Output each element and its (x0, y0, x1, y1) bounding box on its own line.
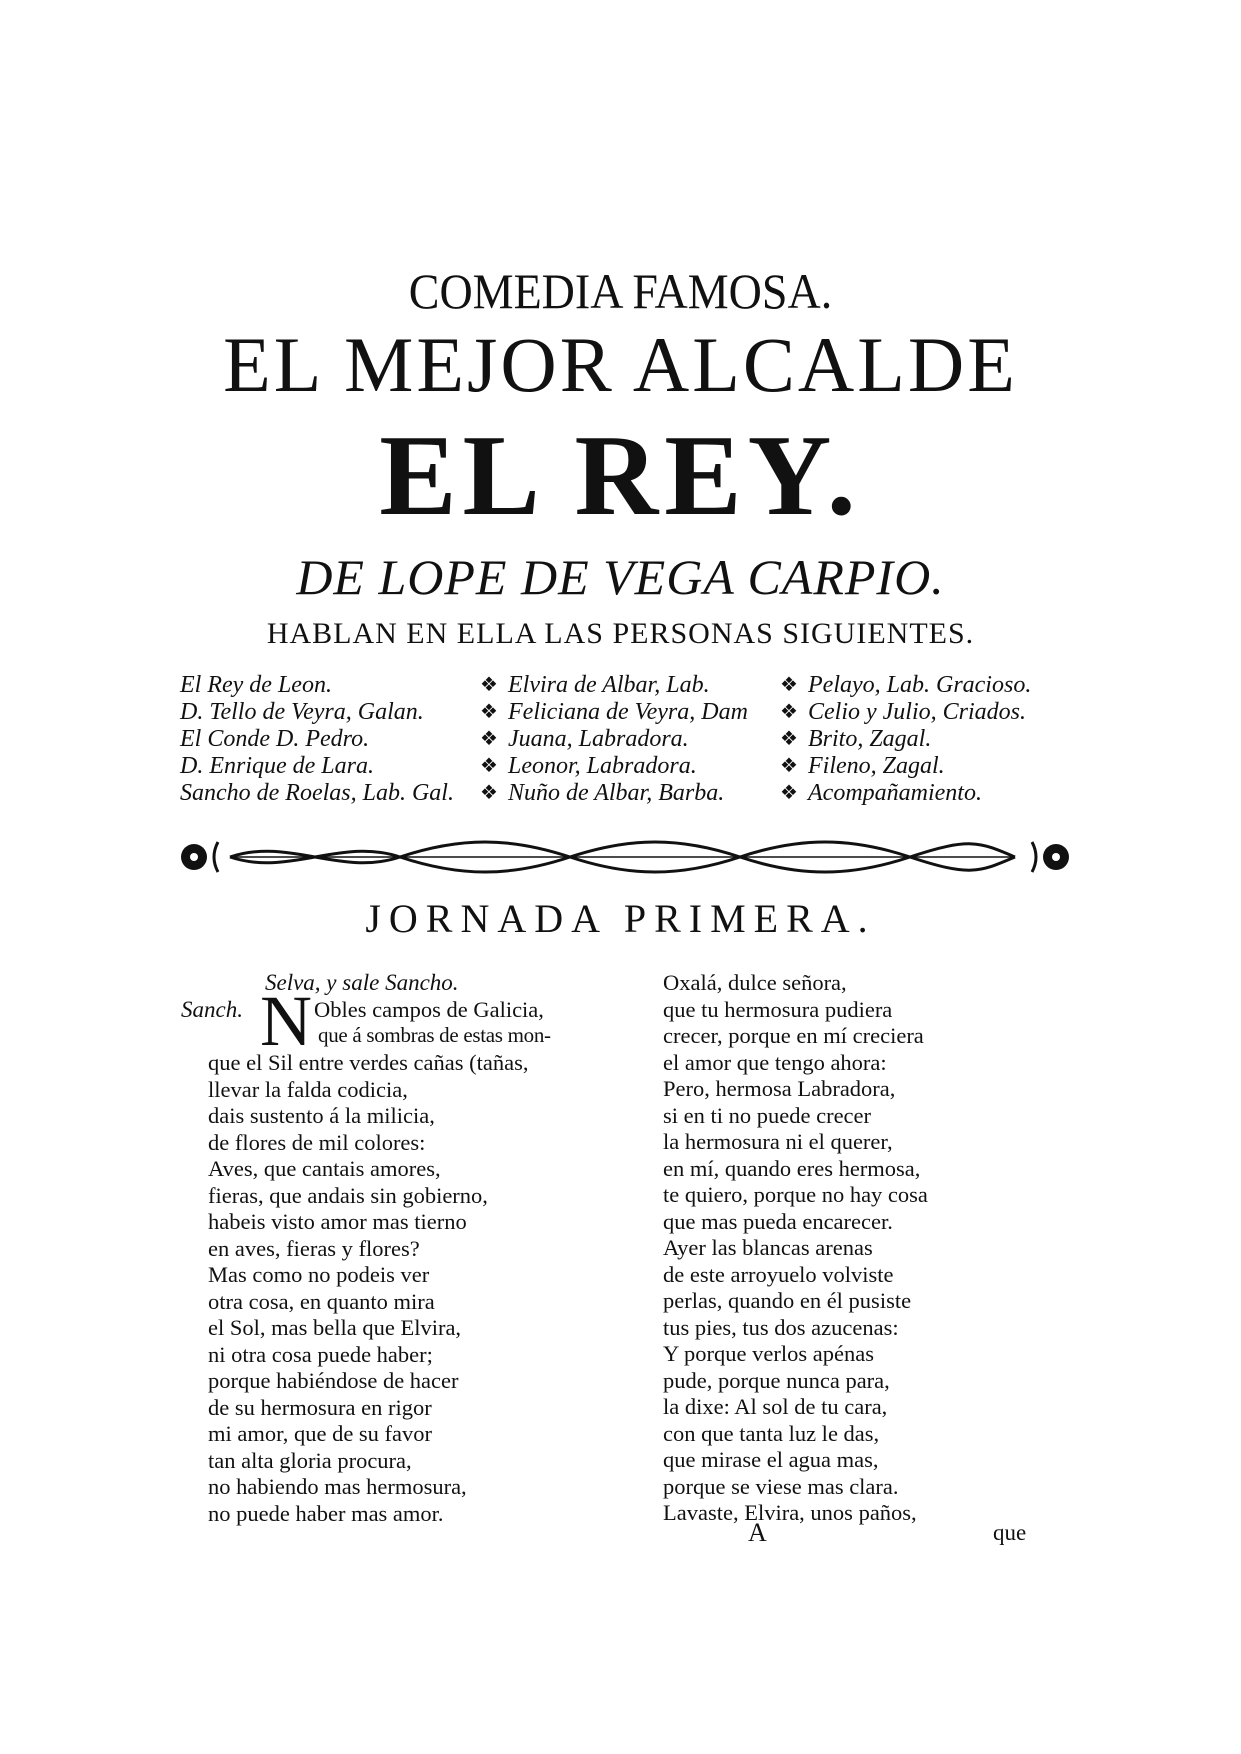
author-line: DE LOPE DE VEGA CARPIO. (296, 549, 945, 605)
cast-entry: Juana, Labradora. (508, 726, 689, 752)
verse-line: en mí, quando eres hermosa, (663, 1155, 921, 1181)
verse-line: Mas como no podeis ver (208, 1262, 430, 1287)
verse-line: que mas pueda encarecer. (663, 1208, 893, 1234)
verse-line: si en ti no puede crecer (663, 1102, 872, 1128)
verse-line: otra cosa, en quanto mira (208, 1288, 435, 1314)
signature-mark: A (748, 1518, 767, 1547)
cast-entry: Brito, Zagal. (808, 726, 932, 752)
cast-entry: Celio y Julio, Criados. (808, 699, 1026, 725)
verse-line: Pero, hermosa Labradora, (663, 1076, 896, 1101)
verse-line: Y porque verlos apénas (663, 1341, 874, 1366)
verse-line: Oxalá, dulce señora, (663, 970, 847, 995)
ornamental-divider-icon (180, 832, 1070, 882)
verse-line: llevar la falda codicia, (208, 1076, 408, 1102)
knot-ornament-icon: ❖ (480, 701, 498, 723)
verse-line: tus pies, tus dos azucenas: (663, 1314, 899, 1340)
cast-separator-ornaments (776, 672, 802, 807)
verse-line: te quiero, porque no hay cosa (663, 1182, 928, 1207)
cast-entry: Nuño de Albar, Barba. (508, 780, 725, 806)
comedia-famosa-heading: COMEDIA FAMOSA. (408, 263, 833, 319)
cast-entry: Elvira de Albar, Lab. (508, 672, 710, 698)
verse-line: perlas, quando en él pusiste (663, 1288, 912, 1313)
knot-ornament-icon: ❖ (480, 728, 498, 750)
stage-direction: Selva, y sale Sancho. (265, 970, 459, 995)
verse-line: que tu hermosura pudiera (663, 996, 893, 1022)
knot-ornament-icon: ❖ (780, 782, 798, 804)
cast-entry: Acompañamiento. (808, 780, 982, 806)
verse-line: que á sombras de estas mon- (318, 1023, 551, 1047)
verse-line: dais sustento á la milicia, (208, 1103, 435, 1128)
verse-line: crecer, porque en mí creciera (663, 1023, 924, 1048)
title-line-1: EL MEJOR ALCALDE (223, 321, 1018, 408)
verse-line: el Sol, mas bella que Elvira, (208, 1315, 462, 1340)
cast-entry: Sancho de Roelas, Lab. Gal. (180, 780, 454, 806)
cast-column-3 (808, 672, 1031, 807)
knot-ornament-icon: ❖ (780, 728, 798, 750)
cast-entry: El Conde D. Pedro. (180, 726, 370, 752)
cast-entry: Fileno, Zagal. (808, 753, 945, 779)
verse-line: mi amor, que de su favor (208, 1421, 433, 1446)
verse-line: porque se viese mas clara. (663, 1473, 899, 1499)
verse-line: Obles campos de Galicia, (314, 997, 544, 1022)
act-title: JORNADA PRIMERA. (365, 896, 876, 941)
verse-line: Lavaste, Elvira, unos paños, (663, 1500, 917, 1525)
cast-entry: El Rey de Leon. (180, 672, 332, 698)
verse-line: no habiendo mas hermosura, (208, 1474, 467, 1499)
verse-line: la hermosura ni el querer, (663, 1129, 893, 1154)
drop-cap: N (260, 981, 312, 1061)
knot-ornament-icon: ❖ (480, 755, 498, 777)
cast-entry: D. Tello de Veyra, Galan. (180, 699, 424, 725)
verse-line: ni otra cosa puede haber; (208, 1341, 433, 1367)
verse-line: el amor que tengo ahora: (663, 1049, 887, 1075)
verse-line: pude, porque nunca para, (663, 1367, 890, 1393)
verse-line: de este arroyuelo volviste (663, 1261, 894, 1287)
verse-line: Aves, que cantais amores, (208, 1156, 441, 1181)
title-line-2: EL REY. (379, 412, 862, 540)
verse-line: la dixe: Al sol de tu cara, (663, 1394, 888, 1419)
verse-line: de su hermosura en rigor (208, 1394, 432, 1420)
verse-line: que mirase el agua mas, (663, 1447, 879, 1472)
knot-ornament-icon: ❖ (780, 701, 798, 723)
knot-ornament-icon: ❖ (480, 782, 498, 804)
knot-ornament-icon: ❖ (780, 674, 798, 696)
catchword: que (993, 1520, 1027, 1545)
cast-entry: Feliciana de Veyra, Dam (508, 699, 748, 725)
verse-line: tan alta gloria procura, (208, 1447, 412, 1473)
right-verse-column (663, 970, 928, 1527)
verse-line: habeis visto amor mas tierno (208, 1209, 467, 1234)
speaker-label: Sanch. (181, 997, 243, 1022)
knot-ornament-icon: ❖ (480, 674, 498, 696)
knot-ornament-icon: ❖ (780, 755, 798, 777)
verse-line: que el Sil entre verdes cañas (tañas, (208, 1050, 529, 1075)
cast-entry: Pelayo, Lab. Gracioso. (808, 672, 1032, 698)
verse-line: no puede haber mas amor. (208, 1500, 444, 1526)
cast-entry: D. Enrique de Lara. (180, 753, 374, 779)
verse-line: con que tanta luz le das, (663, 1420, 880, 1446)
cast-separator-ornaments (476, 672, 502, 807)
verse-line: porque habiéndose de hacer (208, 1368, 459, 1393)
verse-line: de flores de mil colores: (208, 1129, 426, 1155)
verse-line: fieras, que andais sin gobierno, (208, 1182, 488, 1208)
cast-column-2 (508, 672, 748, 807)
verse-line: en aves, fieras y flores? (208, 1235, 420, 1261)
cast-column-1 (180, 672, 454, 807)
verse-line: Ayer las blancas arenas (663, 1235, 873, 1260)
cast-entry: Leonor, Labradora. (508, 753, 697, 779)
left-verse-column (208, 1050, 529, 1527)
cast-heading: HABLAN EN ELLA LAS PERSONAS SIGUIENTES. (266, 617, 975, 650)
